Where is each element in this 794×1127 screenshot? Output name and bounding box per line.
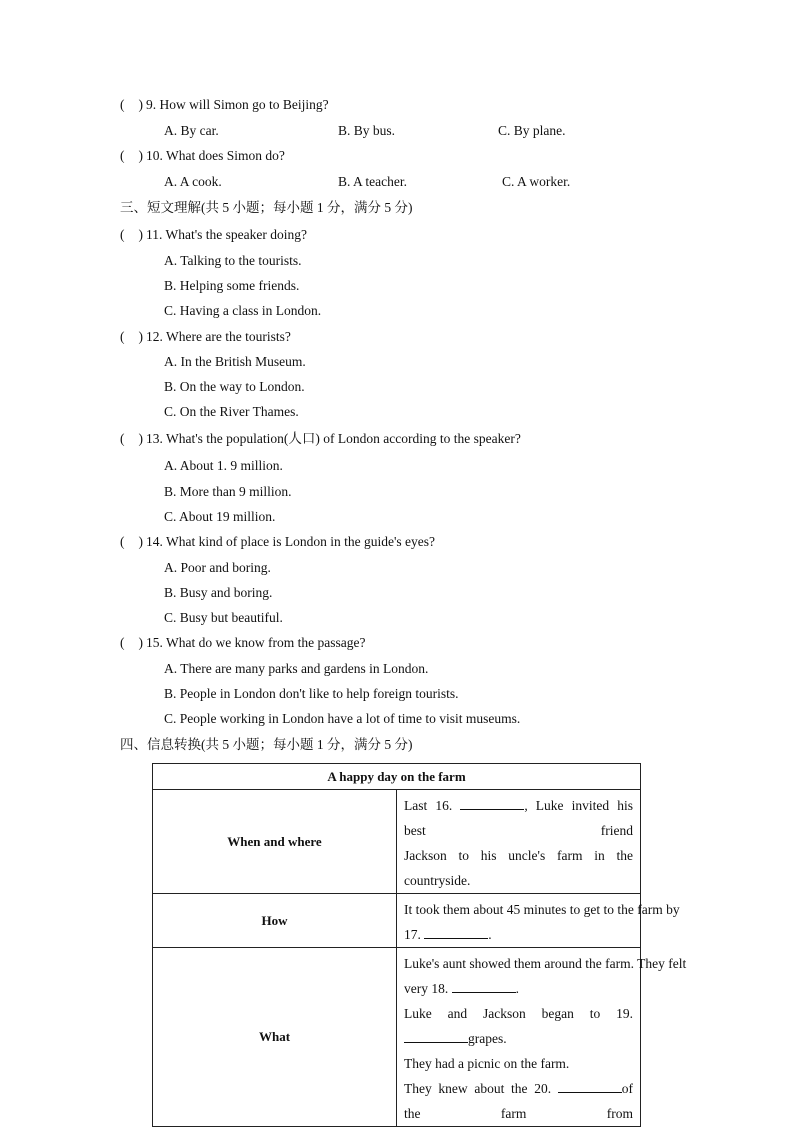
section-3-heading: 三、短文理解(共 5 小题；每小题 1 分，满分 5 分) <box>120 200 413 215</box>
option-c: C. By plane. <box>498 123 566 138</box>
option-a: A. By car. <box>164 123 219 138</box>
row-content-what <box>397 948 687 1127</box>
row-label-what: What <box>153 948 397 1127</box>
option-a: A. About 1. 9 million. <box>164 458 283 473</box>
question-text: 10. What does Simon do? <box>146 148 285 163</box>
option-b: B. People in London don't like to help foreign tourists. <box>164 686 459 701</box>
row-label-when-where: When and where <box>153 790 397 894</box>
answer-blank-17[interactable] <box>424 924 488 939</box>
text-line: Luke and Jackson began to 19. grapes. <box>404 1006 633 1046</box>
answer-blank-19[interactable] <box>404 1028 468 1043</box>
option-c: C. Busy but beautiful. <box>164 610 283 625</box>
question-text: 13. What's the population(人口) of London according to the speaker? <box>146 431 521 446</box>
option-c: C. Having a class in London. <box>164 303 322 318</box>
option-b: B. A teacher. <box>338 174 407 189</box>
question-text: 14. What kind of place is London in the guide's eyes? <box>146 534 435 549</box>
option-b: B. Helping some friends. <box>164 278 300 293</box>
question-text: 15. What do we know from the passage? <box>146 635 366 650</box>
section-4-heading: 四、信息转换(共 5 小题；每小题 1 分，满分 5 分) <box>120 737 413 752</box>
option-b: B. More than 9 million. <box>164 484 292 499</box>
answer-paren[interactable]: ( ) <box>120 227 143 242</box>
answer-paren[interactable]: ( ) <box>120 329 143 344</box>
answer-blank-16[interactable] <box>460 795 524 810</box>
option-c: C. A worker. <box>502 174 571 189</box>
option-a: A. There are many parks and gardens in London. <box>164 661 429 676</box>
row-content-how <box>397 894 680 948</box>
option-a: A. Talking to the tourists. <box>164 253 302 268</box>
answer-paren[interactable]: ( ) <box>120 431 143 446</box>
table-title: A happy day on the farm <box>153 764 641 790</box>
option-c: C. People working in London have a lot of time to visit museums. <box>164 711 521 726</box>
option-a: A. A cook. <box>164 174 222 189</box>
option-a: A. In the British Museum. <box>164 354 306 369</box>
answer-paren[interactable]: ( ) <box>120 635 143 650</box>
info-table <box>152 763 687 1127</box>
question-text: 9. How will Simon go to Beijing? <box>146 97 329 112</box>
question-text: 11. What's the speaker doing? <box>146 227 308 242</box>
text-line: Luke's aunt showed them around the farm. They felt <box>404 956 687 971</box>
option-b: B. Busy and boring. <box>164 585 273 600</box>
text-line: very 18. . <box>404 976 633 1001</box>
row-content-when-where <box>397 790 641 894</box>
question-text: 12. Where are the tourists? <box>146 329 291 344</box>
option-b: B. On the way to London. <box>164 379 305 394</box>
text-line: It took them about 45 minutes to get to the farm by <box>404 902 680 917</box>
row-label-how: How <box>153 894 397 948</box>
option-b: B. By bus. <box>338 123 396 138</box>
text-line: They had a picnic on the farm. <box>404 1056 570 1071</box>
text-line: 17. . <box>404 922 633 947</box>
text-line: Last 16. , Luke invited his best friend <box>404 793 633 843</box>
option-a: A. Poor and boring. <box>164 560 271 575</box>
answer-paren[interactable]: ( ) <box>120 148 143 163</box>
option-c: C. About 19 million. <box>164 509 276 524</box>
answer-blank-20[interactable] <box>558 1078 622 1093</box>
text-line: Jackson to his uncle's farm in the countryside. <box>404 848 633 888</box>
text-line: They knew about the 20. of the farm from <box>404 1076 633 1126</box>
answer-blank-18[interactable] <box>452 978 516 993</box>
option-c: C. On the River Thames. <box>164 404 299 419</box>
answer-paren[interactable]: ( ) <box>120 534 143 549</box>
answer-paren[interactable]: ( ) <box>120 97 143 112</box>
